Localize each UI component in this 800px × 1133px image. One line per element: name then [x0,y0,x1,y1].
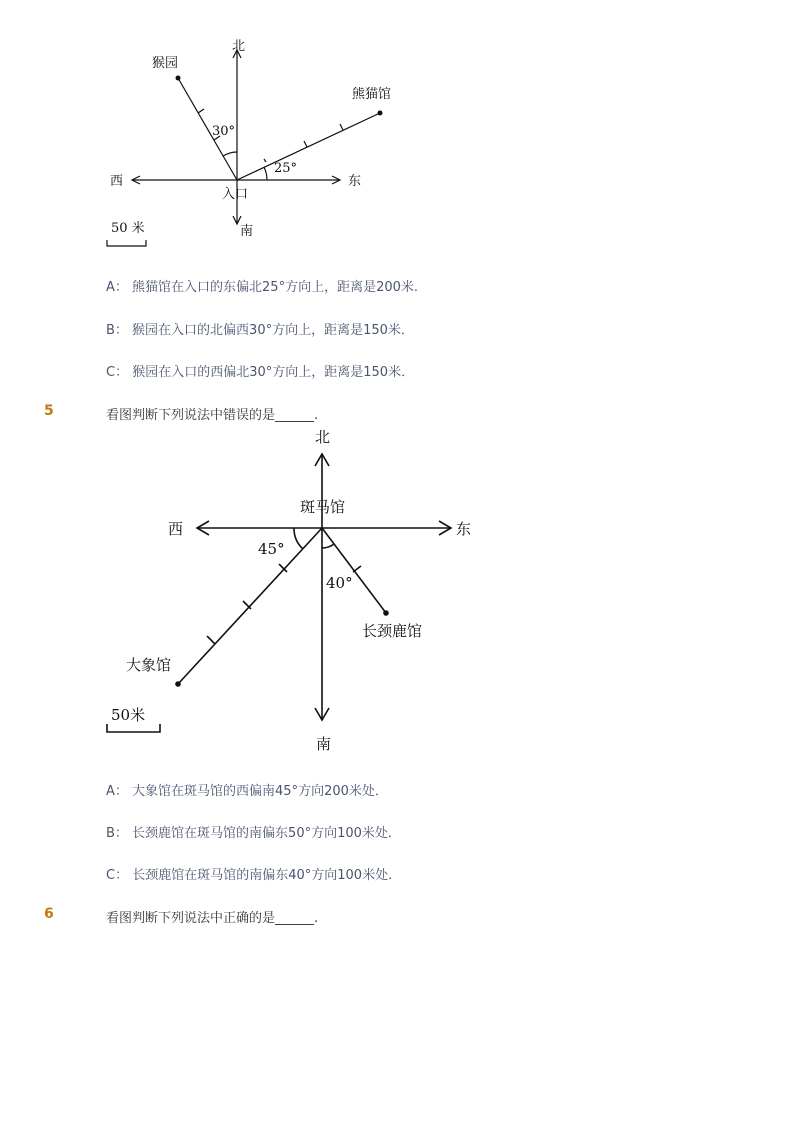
north-label: 北 [232,39,246,54]
elephant-tick [207,636,215,644]
panda-point [378,111,383,116]
question-5-number: 5 [44,403,54,419]
scale-bar [107,724,160,732]
giraffe-label: 长颈鹿馆 [362,622,423,640]
direction-figure-2 [0,420,800,760]
q5-option-a[interactable]: A： 大象馆在斑马馆的西偏南45°方向200米处． [106,784,388,799]
q4-option-c[interactable]: C： 猴园在入口的西偏北30°方向上，距离是150米． [106,365,415,380]
giraffe-point [383,610,389,616]
scale-label: 50米 [111,706,146,724]
elephant-point [175,681,181,687]
panda-tick [304,141,307,147]
q5-option-b[interactable]: B： 长颈鹿馆在斑马馆的南偏东50°方向100米处． [106,826,401,841]
angle-45-label: 45° [258,540,285,558]
west-label: 西 [168,520,184,538]
south-label: 南 [240,224,254,239]
monkey-label: 猴园 [152,56,179,71]
angle-arc-40 [322,544,334,548]
question-6-number: 6 [44,906,54,922]
scale-label: 50 米 [111,221,145,236]
angle-30-label: 30° [212,124,236,139]
elephant-line [178,528,322,684]
angle-arc-45 [294,528,303,549]
monkey-point [176,76,181,81]
scale-bar [107,240,146,246]
north-label: 北 [315,428,331,446]
direction-figure-1 [0,0,800,260]
panda-label: 熊猫馆 [352,87,392,102]
elephant-tick [243,601,251,609]
angle-arc-30 [223,152,237,156]
east-label: 东 [348,174,362,189]
elephant-label: 大象馆 [126,656,172,674]
question-5-text: 看图判断下列说法中错误的是______. [106,408,319,423]
west-label: 西 [110,174,124,189]
giraffe-tick [353,566,361,572]
east-label: 东 [456,520,472,538]
monkey-tick [198,109,204,113]
center-label: 斑马馆 [300,498,346,516]
question-6-text: 看图判断下列说法中正确的是______. [106,911,319,926]
q4-option-b[interactable]: B： 猴园在入口的北偏西30°方向上，距离是150米． [106,323,414,338]
angle-25-label: 25° [274,161,298,176]
q5-option-c[interactable]: C： 长颈鹿馆在斑马馆的南偏东40°方向100米处． [106,868,402,883]
angle-40-label: 40° [326,574,353,592]
south-label: 南 [316,735,332,753]
q4-option-a[interactable]: A： 熊猫馆在入口的东偏北25°方向上，距离是200米. [106,280,419,295]
entrance-label: 入口 [222,187,249,202]
angle-arc-25 [264,167,267,180]
panda-tick [264,159,266,162]
panda-line [237,113,380,180]
panda-tick [340,124,343,130]
